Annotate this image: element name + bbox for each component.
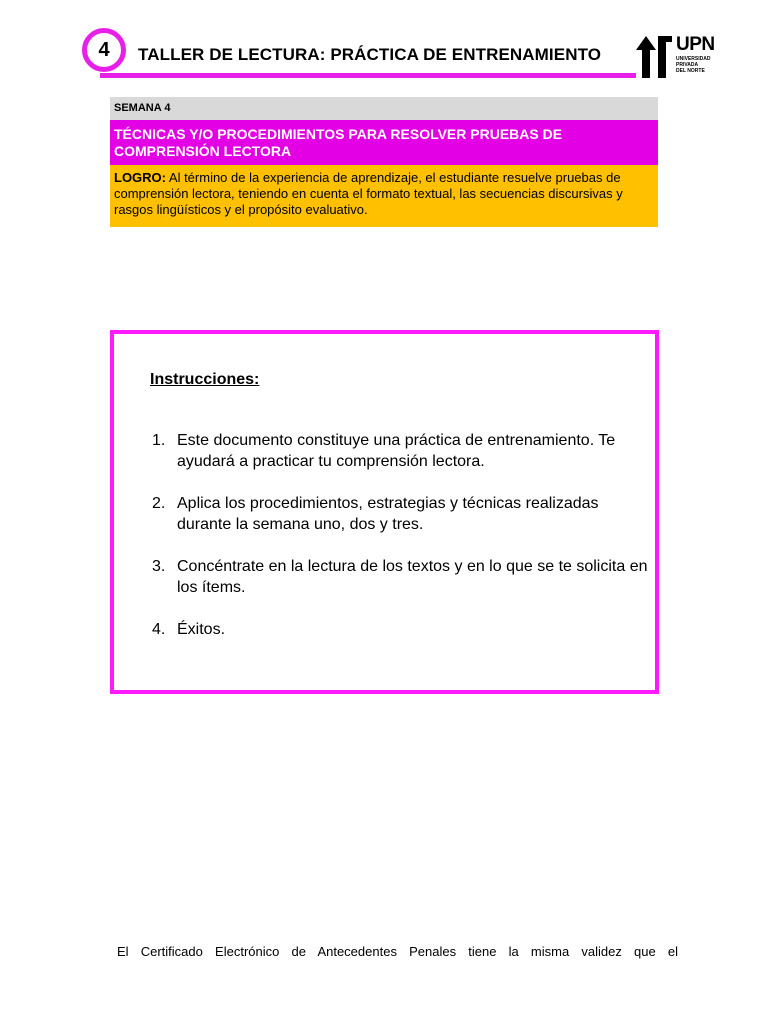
upn-logo — [636, 34, 720, 80]
logo-brand: UPN — [676, 34, 715, 55]
week-info-box — [110, 97, 658, 227]
list-item: 4. Éxitos. — [152, 621, 226, 638]
header-underline — [100, 73, 636, 78]
upn-logo-icon — [636, 34, 674, 80]
logro-text: Al término de la experiencia de aprendizaje, el estudiante resuelve pruebas de comprensión lectora, teniendo en cuenta el formato textual, las secuencias discursivas y rasgos lingüísticos y el propósito evaluativo. — [114, 170, 623, 217]
unit-number: 4 — [98, 38, 110, 61]
list-item: 3. Concéntrate en la lectura de los textos y en lo que se te solicita en los ítems. — [152, 558, 648, 596]
page-title: TALLER DE LECTURA: PRÁCTICA DE ENTRENAMIENTO — [138, 45, 602, 64]
list-item: 2. Aplica los procedimientos, estrategias y técnicas realizadas durante la semana uno, dos y tres. — [152, 495, 599, 533]
week-label: SEMANA 4 — [110, 97, 658, 120]
unit-number-badge — [82, 28, 126, 72]
logro-box — [110, 165, 658, 227]
logro-label: LOGRO: — [114, 170, 166, 185]
instructions-box — [110, 330, 659, 694]
topic-title: TÉCNICAS Y/O PROCEDIMIENTOS PARA RESOLVER PRUEBAS DE COMPRENSIÓN LECTORA — [110, 120, 658, 165]
list-item: 1. Este documento constituye una práctica de entrenamiento. Te ayudará a practicar tu comprensión lectora. — [152, 432, 616, 470]
instructions-list — [152, 430, 657, 661]
instructions-title: Instrucciones: — [150, 371, 260, 388]
logo-university-name: UNIVERSIDAD PRIVADA DEL NORTE — [676, 56, 711, 74]
footer-text: El Certificado Electrónico de Antecedentes Penales tiene la misma validez que el — [117, 944, 678, 959]
